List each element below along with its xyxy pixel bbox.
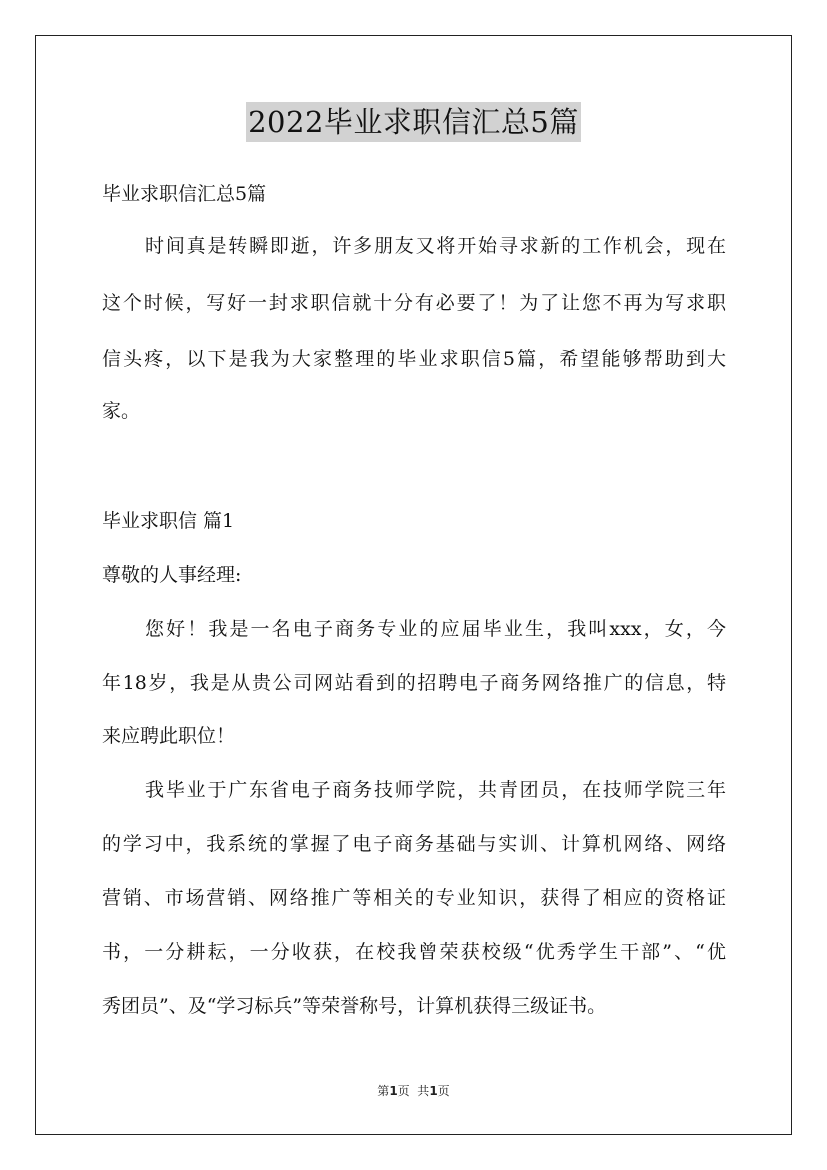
para1-line-2: 年18岁，我是从贵公司网站看到的招聘电子商务网络推广的信息，特 bbox=[102, 672, 726, 694]
footer-page-total: 1 bbox=[429, 1084, 438, 1098]
footer-page-current: 1 bbox=[389, 1084, 398, 1098]
intro-line-1: 时间真是转瞬即逝，许多朋友又将开始寻求新的工作机会，现在 bbox=[145, 235, 726, 257]
para1-line-3: 来应聘此职位！ bbox=[102, 725, 236, 747]
footer-page-prefix: 第 bbox=[377, 1084, 390, 1098]
page-footer bbox=[0, 1083, 827, 1099]
intro-line-2: 这个时候，写好一封求职信就十分有必要了！为了让您不再为写求职 bbox=[102, 292, 726, 314]
section-heading: 毕业求职信 篇1 bbox=[102, 510, 235, 532]
para2-line-4: 书，一分耕耘，一分收获，在校我曾荣获校级“优秀学生干部”、“优 bbox=[102, 941, 726, 963]
para2-line-5: 秀团员”、及“学习标兵”等荣誉称号，计算机获得三级证书。 bbox=[102, 995, 607, 1017]
document-title: 2022毕业求职信汇总5篇 bbox=[246, 102, 581, 142]
footer-page-mid: 页 共 bbox=[397, 1084, 430, 1098]
intro-line-4: 家。 bbox=[102, 400, 141, 422]
title-container bbox=[0, 102, 827, 142]
intro-line-3: 信头疼，以下是我为大家整理的毕业求职信5篇，希望能够帮助到大 bbox=[102, 348, 726, 370]
para2-line-3: 营销、市场营销、网络推广等相关的专业知识，获得了相应的资格证 bbox=[102, 887, 726, 909]
para2-line-2: 的学习中，我系统的掌握了电子商务基础与实训、计算机网络、网络 bbox=[102, 833, 726, 855]
salutation: 尊敬的人事经理: bbox=[102, 564, 242, 586]
para2-line-1: 我毕业于广东省电子商务技师学院，共青团员，在技师学院三年 bbox=[145, 779, 726, 801]
document-subtitle: 毕业求职信汇总5篇 bbox=[102, 183, 267, 205]
para1-line-1: 您好！我是一名电子商务专业的应届毕业生，我叫xxx，女，今 bbox=[145, 618, 726, 640]
footer-page-suffix: 页 bbox=[437, 1084, 450, 1098]
